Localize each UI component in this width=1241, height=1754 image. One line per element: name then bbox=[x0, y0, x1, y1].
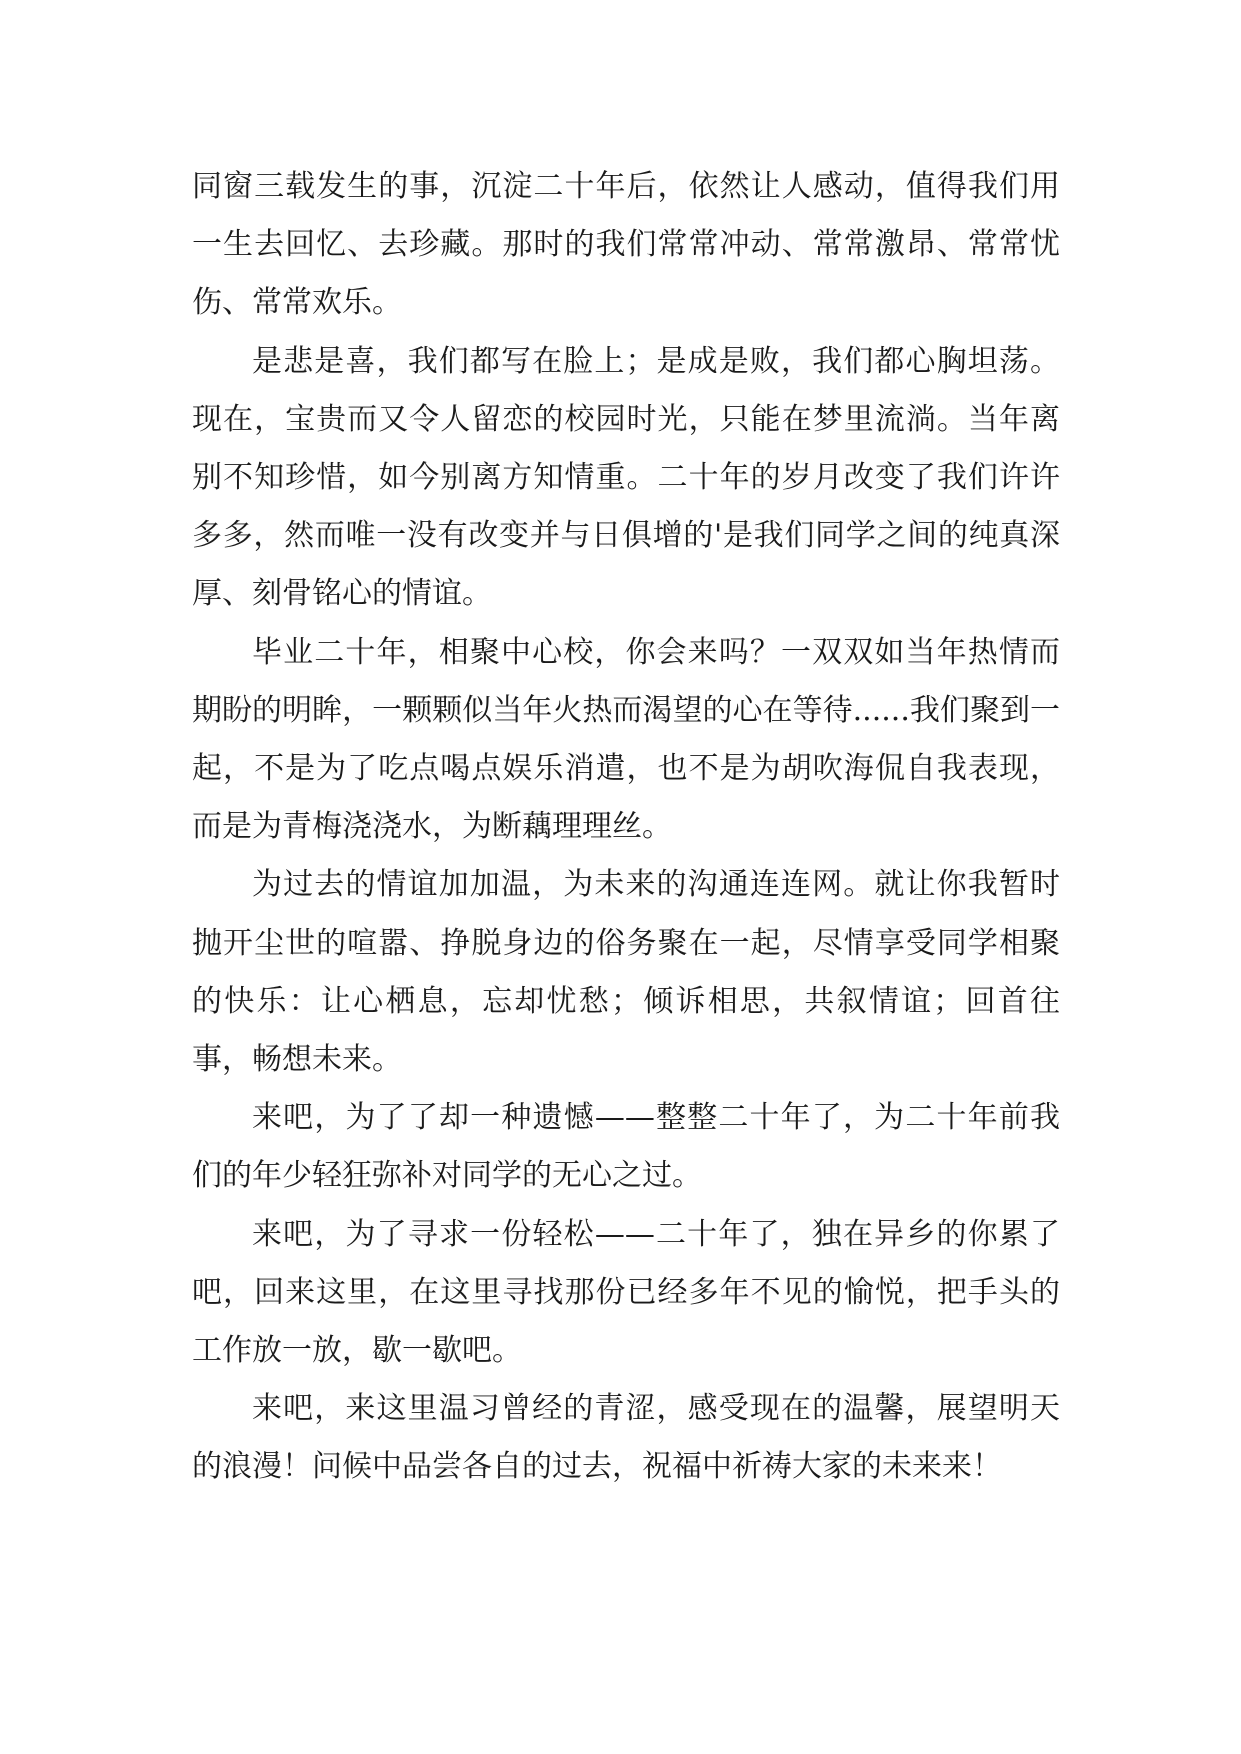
document-body bbox=[192, 158, 1060, 1497]
paragraph-7: 来吧，来这里温习曾经的青涩，感受现在的温馨，展望明天的浪漫！问候中品尝各自的过去，祝福中祈祷大家的未来来！ bbox=[192, 1391, 1060, 1485]
paragraph-2: 是悲是喜，我们都写在脸上；是成是败，我们都心胸坦荡。现在，宝贵而又令人留恋的校园时光，只能在梦里流淌。当年离别不知珍惜，如今别离方知情重。二十年的岁月改变了我们许许多多，然而唯一没有改变并与日俱增的'是我们同学之间的纯真深厚、刻骨铭心的情谊。 bbox=[192, 343, 1060, 612]
paragraph-6: 来吧，为了寻求一份轻松——二十年了，独在异乡的你累了吧，回来这里，在这里寻找那份已经多年不见的愉悦，把手头的工作放一放，歇一歇吧。 bbox=[192, 1216, 1060, 1369]
paragraph-5: 来吧，为了了却一种遗憾——整整二十年了，为二十年前我们的年少轻狂弥补对同学的无心之过。 bbox=[192, 1100, 1060, 1194]
paragraph-3: 毕业二十年，相聚中心校，你会来吗？一双双如当年热情而期盼的明眸，一颗颗似当年火热而渴望的心在等待......我们聚到一起，不是为了吃点喝点娱乐消遣，也不是为胡吹海侃自我表现，而是为青梅浇浇水，为断藕理理丝。 bbox=[192, 634, 1060, 845]
paragraph-4: 为过去的情谊加加温，为未来的沟通连连网。就让你我暂时抛开尘世的喧嚣、挣脱身边的俗务聚在一起，尽情享受同学相聚的快乐：让心栖息，忘却忧愁；倾诉相思，共叙情谊；回首往事，畅想未来。 bbox=[192, 867, 1060, 1078]
paragraph-1: 同窗三载发生的事，沉淀二十年后，依然让人感动，值得我们用一生去回忆、去珍藏。那时的我们常常冲动、常常激昂、常常忧伤、常常欢乐。 bbox=[192, 169, 1060, 321]
